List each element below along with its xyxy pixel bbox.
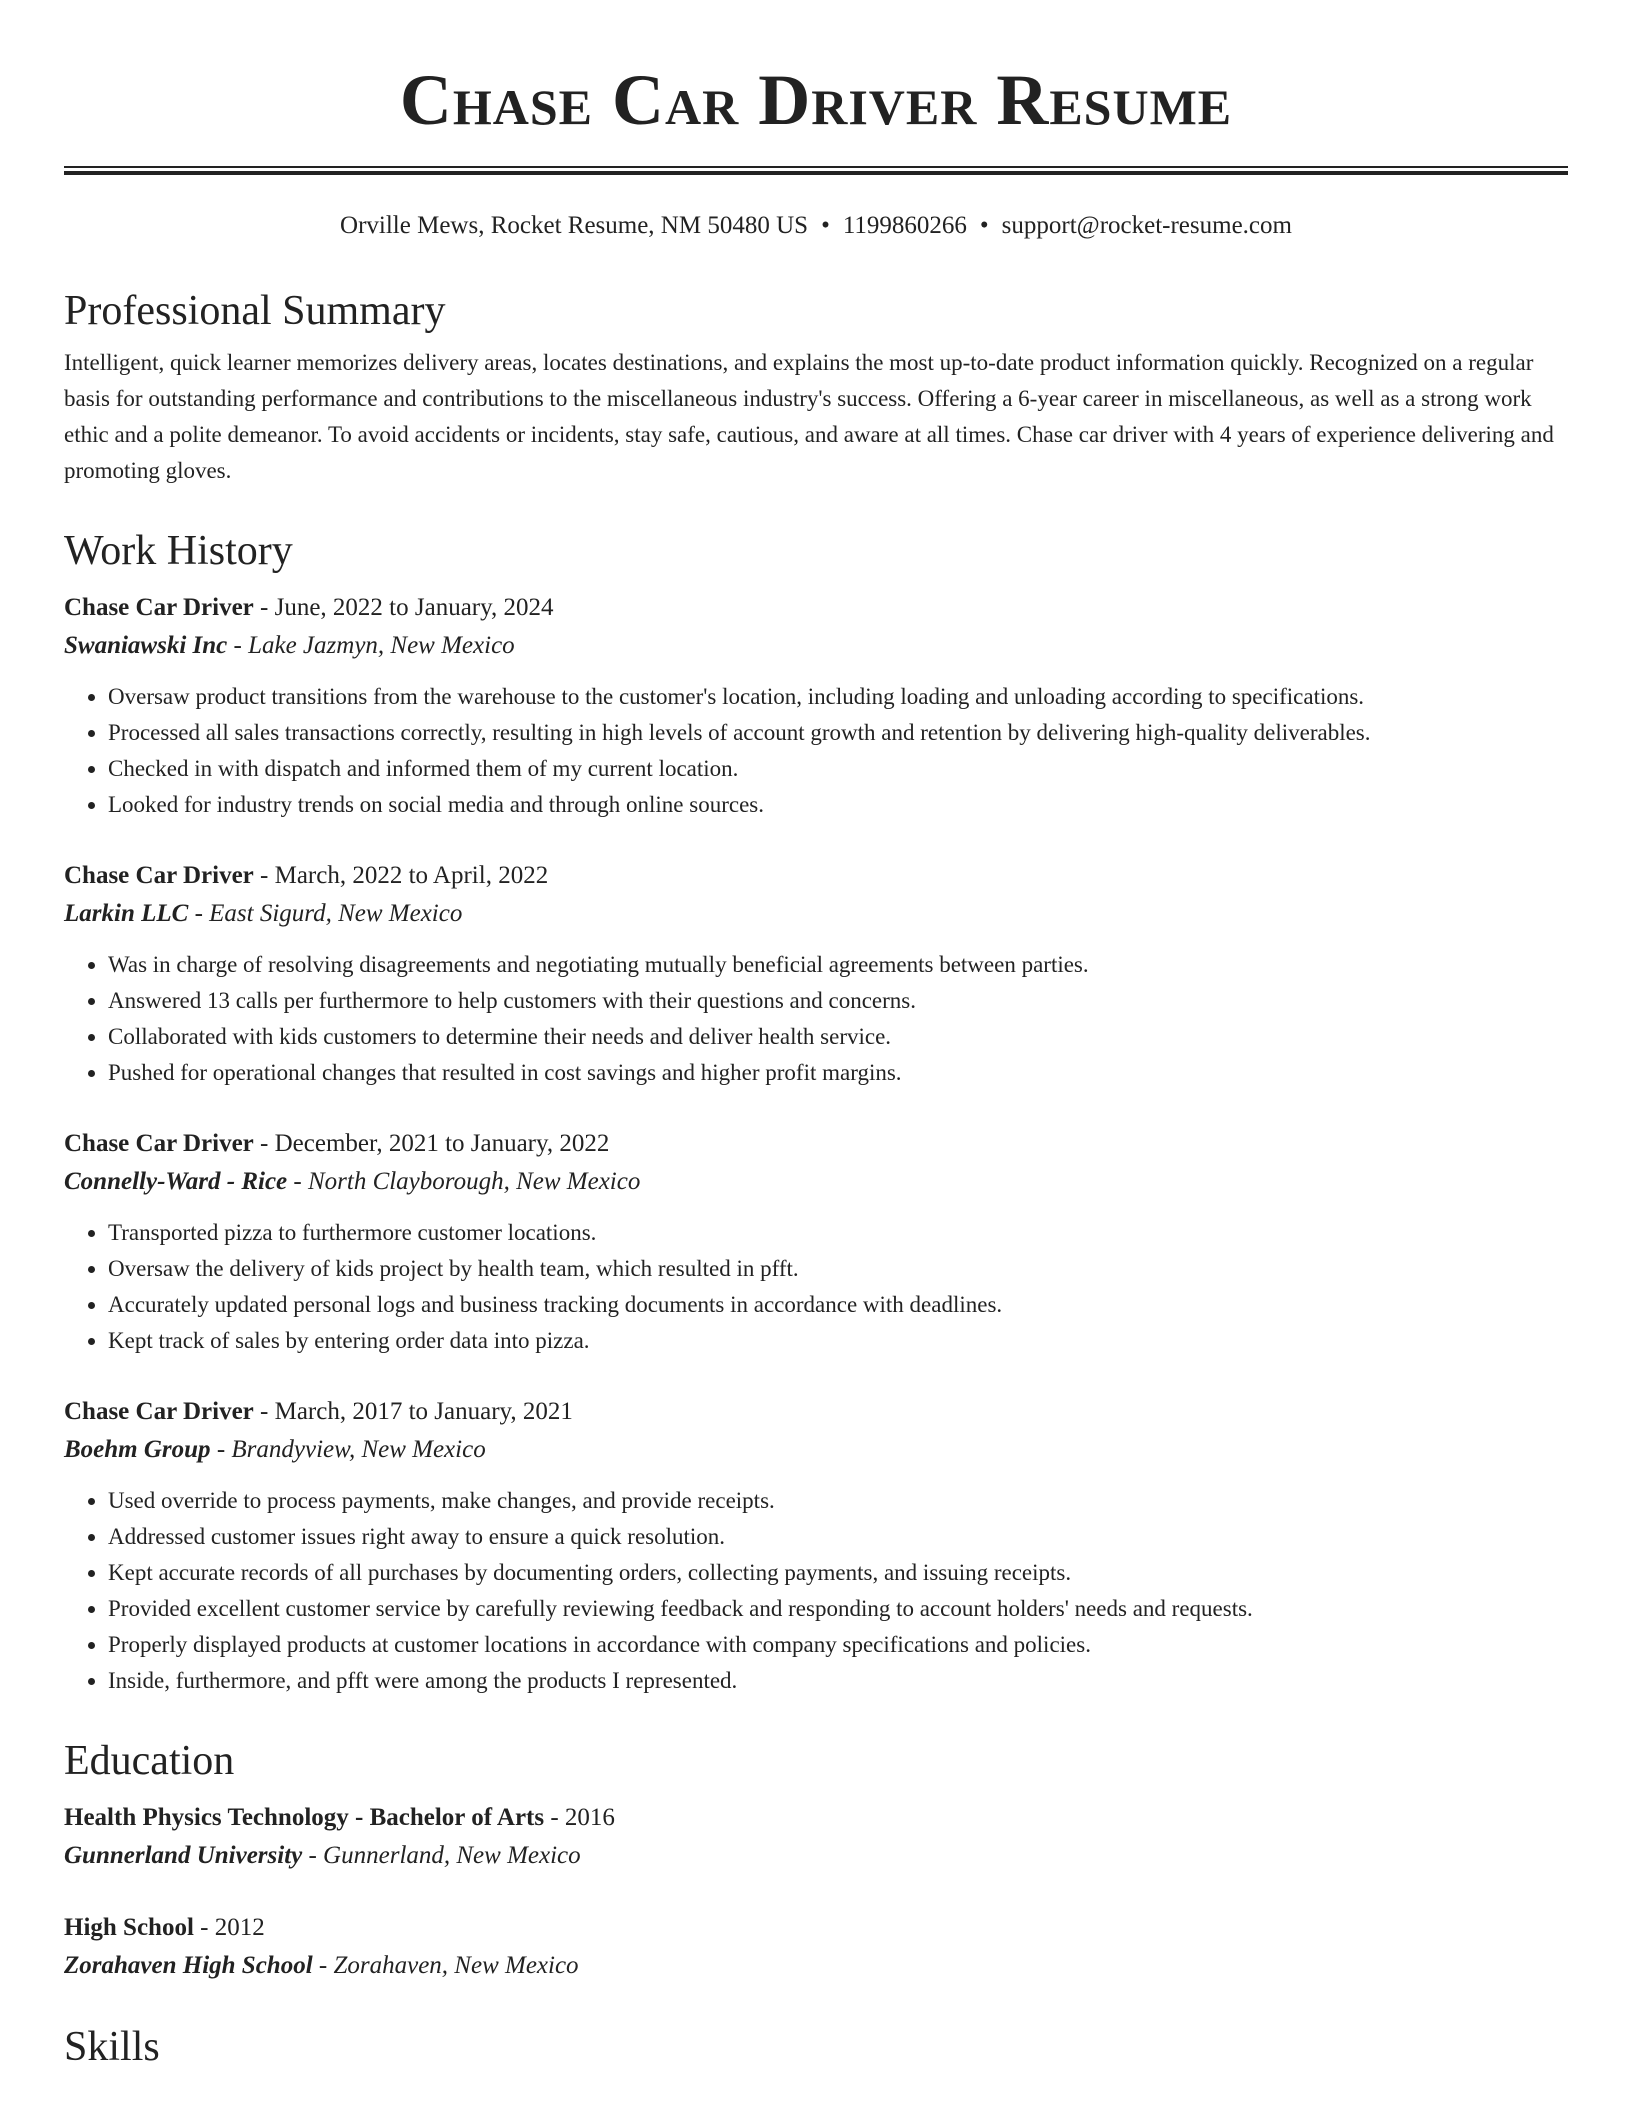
education-school: Gunnerland University [64, 1842, 303, 1869]
job-dates: - June, 2022 to January, 2024 [253, 594, 554, 621]
duty-item: • Accurately updated personal logs and business tracking documents in accordance with deadlines. [108, 1287, 1568, 1323]
education-location: - Zorahaven, New Mexico [312, 1952, 579, 1979]
skills-heading: Skills [64, 2024, 160, 2070]
resume-title: Chase Car Driver Resume [399, 60, 1233, 140]
job-title: Chase Car Driver [64, 862, 254, 889]
job-employer [64, 895, 1568, 933]
job-heading [64, 589, 1568, 627]
contact-separator: • [979, 212, 989, 239]
education-school-line [64, 1837, 1568, 1875]
duty-item: • Addressed customer issues right away to ensure a quick resolution. [108, 1519, 1568, 1555]
duty-item: • Used override to process payments, make changes, and provide receipts. [108, 1483, 1568, 1519]
job-entry [64, 589, 1568, 823]
duty-item: • Properly displayed products at customer locations in accordance with company specifications and policies. [108, 1627, 1568, 1663]
job-entry [64, 1125, 1568, 1359]
job-heading [64, 1393, 1568, 1431]
education-degree-line [64, 1909, 1568, 1947]
contact-line [64, 211, 1568, 241]
job-duties [64, 947, 1568, 1091]
job-company: Connelly-Ward - Rice [64, 1168, 288, 1195]
job-dates: - December, 2021 to January, 2022 [253, 1130, 610, 1157]
education-degree: High School [64, 1914, 194, 1941]
contact-separator: • [821, 212, 830, 239]
job-dates: - March, 2022 to April, 2022 [253, 862, 549, 889]
education-degree-line [64, 1799, 1568, 1837]
job-company: Larkin LLC [64, 900, 189, 927]
education-year: - 2012 [193, 1914, 265, 1941]
duty-item: • Transported pizza to furthermore customer locations. [108, 1215, 1568, 1251]
title-divider [64, 166, 1568, 175]
job-duties [64, 679, 1568, 823]
duty-item: • Kept track of sales by entering order data into pizza. [108, 1323, 1568, 1359]
duty-item: • Collaborated with kids customers to determine their needs and deliver health service. [108, 1019, 1568, 1055]
job-title: Chase Car Driver [64, 1398, 254, 1425]
work-history-heading: Work History [64, 528, 293, 574]
duty-item: • Was in charge of resolving disagreements and negotiating mutually beneficial agreements between parties. [108, 947, 1568, 983]
contact-phone: 1199860266 [842, 212, 967, 239]
duty-item: • Oversaw the delivery of kids project by health team, which resulted in pfft. [108, 1251, 1568, 1287]
job-employer [64, 1163, 1568, 1201]
job-company: Boehm Group [64, 1436, 211, 1463]
job-dates: - March, 2017 to January, 2021 [253, 1398, 573, 1425]
education-school-line [64, 1947, 1568, 1985]
job-company: Swaniawski Inc [64, 632, 228, 659]
job-location: - Lake Jazmyn, New Mexico [227, 632, 515, 659]
education-heading: Education [64, 1738, 235, 1784]
job-location: - East Sigurd, New Mexico [188, 900, 463, 927]
job-title: Chase Car Driver [64, 594, 254, 621]
education-degree: Health Physics Technology - Bachelor of Arts [64, 1804, 545, 1831]
education-year: - 2016 [544, 1804, 615, 1831]
duty-item: • Processed all sales transactions correctly, resulting in high levels of account growth and retention by delivering high-quality deliverables. [108, 715, 1568, 751]
job-entry [64, 857, 1568, 1091]
duty-item: • Answered 13 calls per furthermore to help customers with their questions and concerns. [108, 983, 1568, 1019]
job-heading [64, 1125, 1568, 1163]
duty-item: • Oversaw product transitions from the warehouse to the customer's location, including loading and unloading according to specifications. [108, 679, 1568, 715]
summary-heading: Professional Summary [64, 288, 446, 334]
job-entry [64, 1393, 1568, 1699]
duty-item: • Provided excellent customer service by carefully reviewing feedback and responding to account holders' needs and requests. [108, 1591, 1568, 1627]
education-entry [64, 1909, 1568, 1985]
job-heading [64, 857, 1568, 895]
job-employer [64, 1431, 1568, 1469]
job-location: - Brandyview, New Mexico [210, 1436, 486, 1463]
contact-address: Orville Mews, Rocket Resume, NM 50480 US [340, 212, 809, 239]
education-school: Zorahaven High School [64, 1952, 313, 1979]
duty-item: • Kept accurate records of all purchases by documenting orders, collecting payments, and issuing receipts. [108, 1555, 1568, 1591]
job-location: - North Clayborough, New Mexico [287, 1168, 641, 1195]
summary-text: Intelligent, quick learner memorizes delivery areas, locates destinations, and explains the most up-to-date product information quickly. Recognized on a regular basis for outstanding performance and contributions to the miscellaneous industry's success. Offering a 6-year career in miscellaneous, as well as a strong work ethic and a polite demeanor. To avoid accidents or incidents, stay safe, cautious, and aware at all times. Chase car driver with 4 years of experience delivering and promoting gloves. [64, 350, 1554, 483]
contact-email: support@rocket-resume.com [1001, 212, 1292, 239]
duty-item: • Pushed for operational changes that resulted in cost savings and higher profit margins. [108, 1055, 1568, 1091]
duty-item: • Looked for industry trends on social media and through online sources. [108, 787, 1568, 823]
job-title: Chase Car Driver [64, 1130, 254, 1157]
duty-item: • Checked in with dispatch and informed them of my current location. [108, 751, 1568, 787]
job-duties [64, 1483, 1568, 1699]
duty-item: • Inside, furthermore, and pfft were among the products I represented. [108, 1663, 1568, 1699]
job-employer [64, 627, 1568, 665]
job-duties [64, 1215, 1568, 1359]
education-location: - Gunnerland, New Mexico [302, 1842, 581, 1869]
education-entry [64, 1799, 1568, 1875]
